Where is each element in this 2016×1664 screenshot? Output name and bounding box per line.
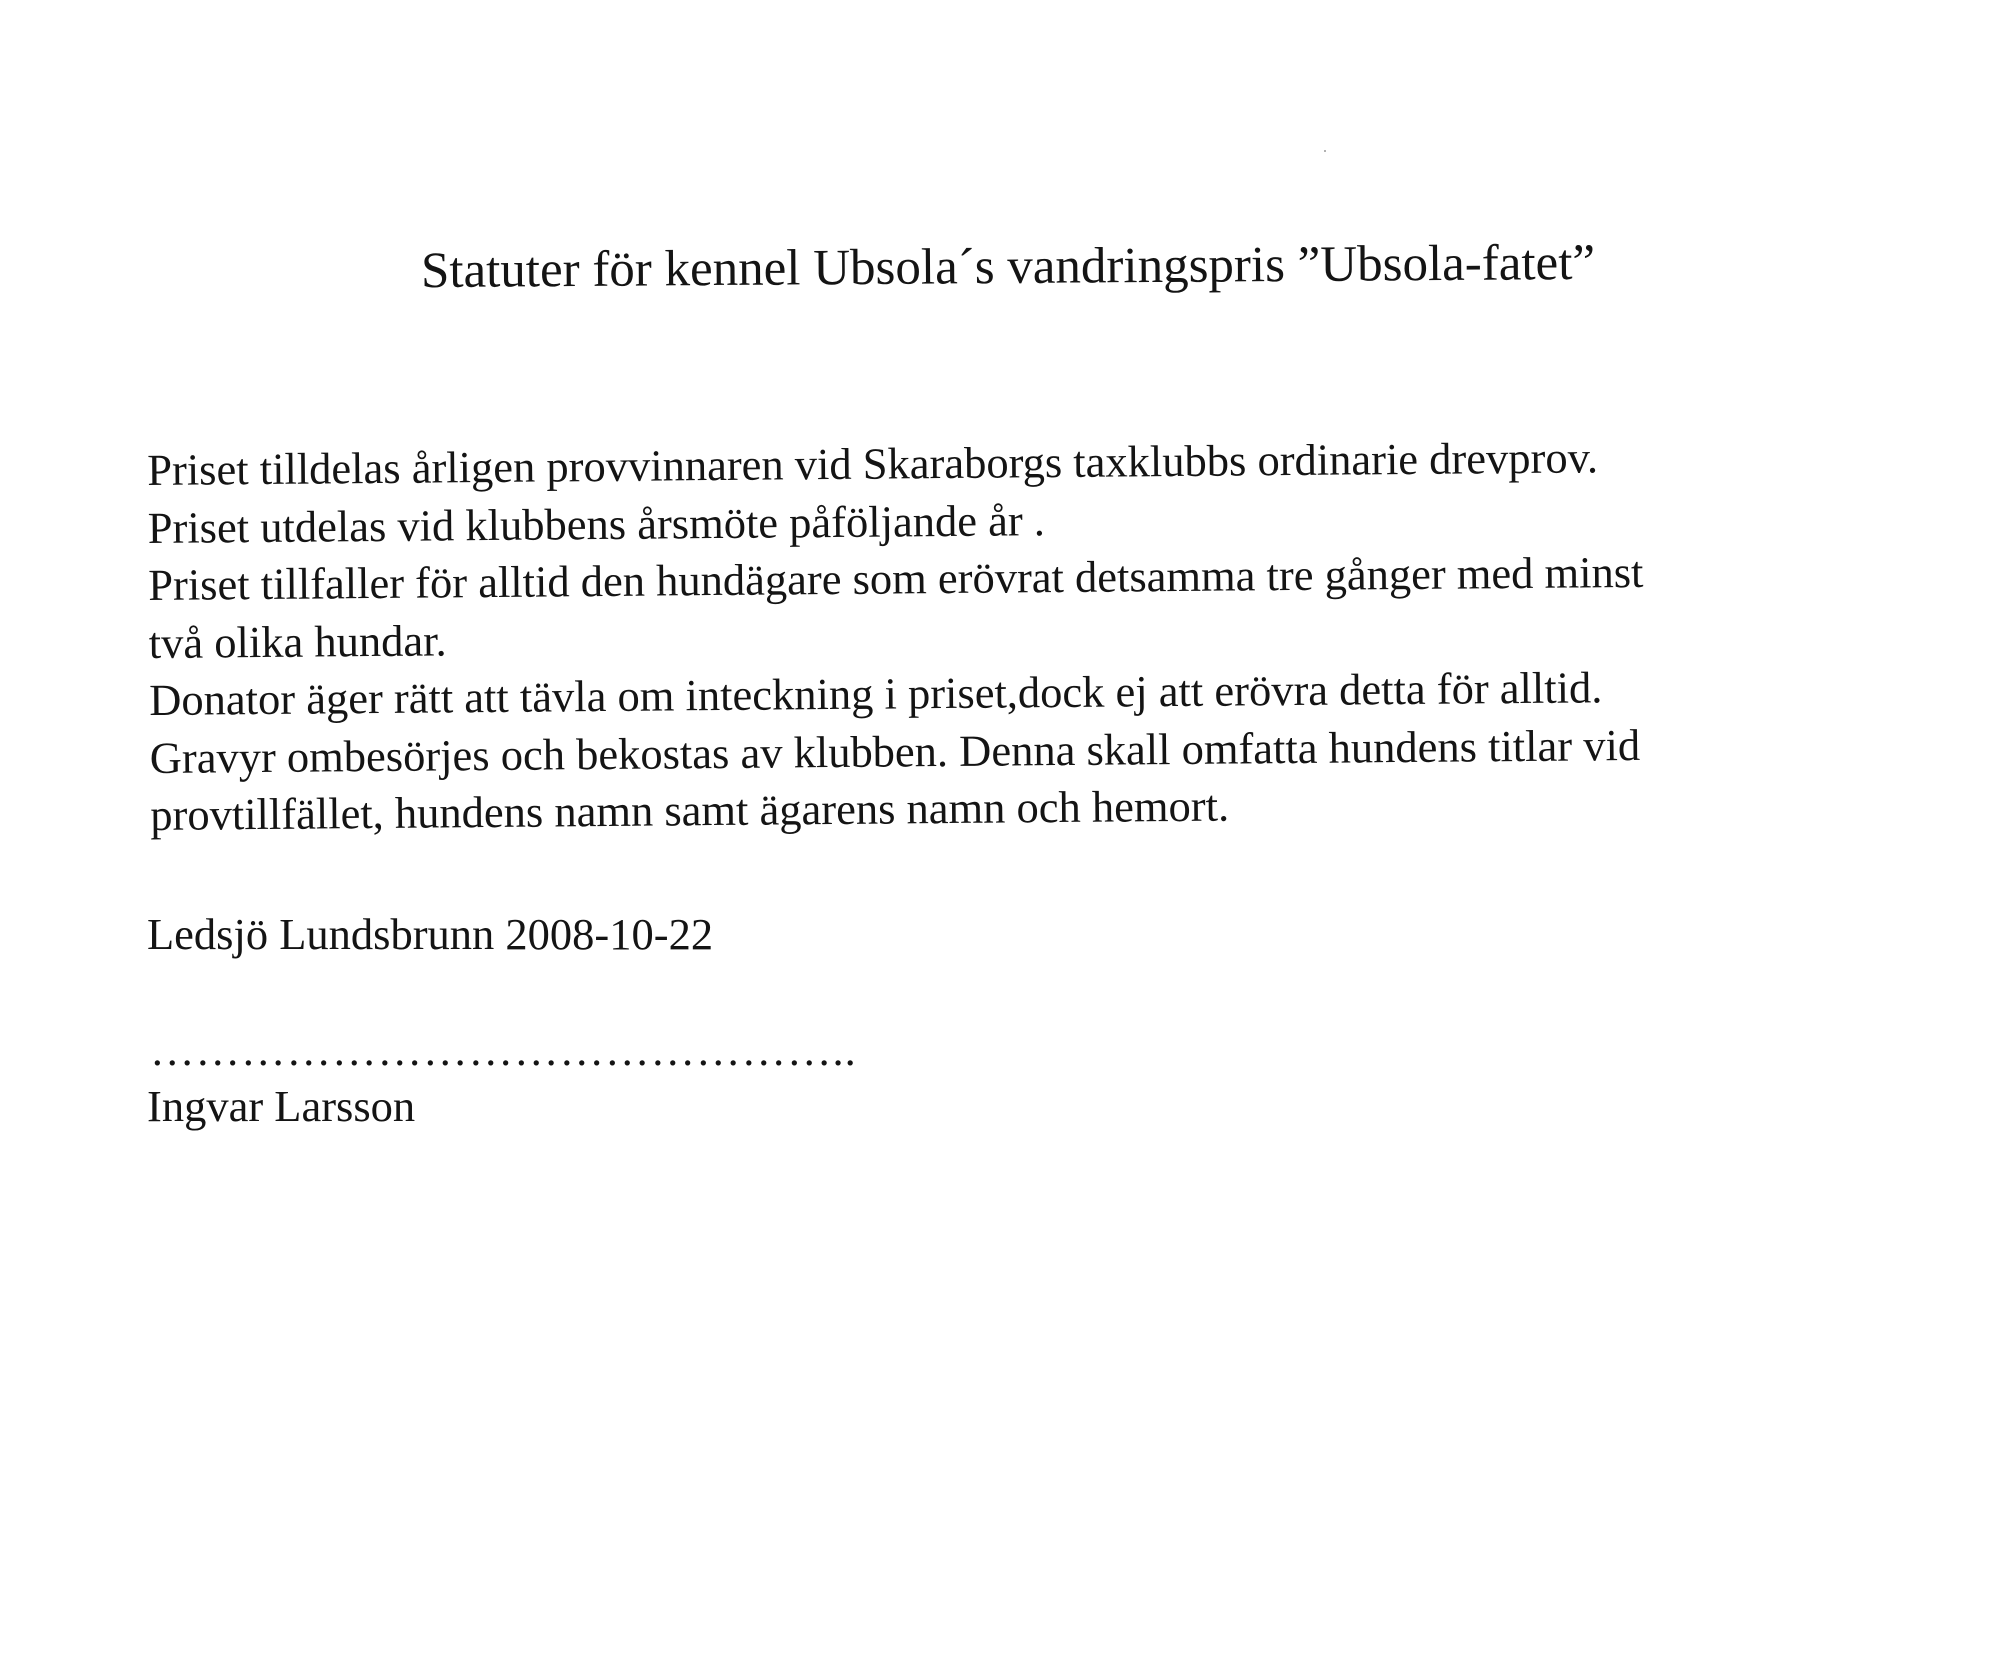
body-line: Donator äger rätt att tävla om inteckning i priset,dock ej att erövra detta för alltid.: [149, 662, 1603, 725]
body-line: provtillfället, hundens namn samt ägarens namn och hemort.: [150, 780, 1230, 840]
statutes-body: [147, 426, 1950, 844]
body-line: Gravyr ombesörjes och bekostas av klubben. Denna skall omfatta hundens titlar vid: [149, 719, 1641, 783]
signature-line: ………………………………………..: [150, 1025, 857, 1075]
document-title: Statuter för kennel Ubsola´s vandringspris ”Ubsola-fatet”: [420, 234, 1596, 300]
body-line: Priset utdelas vid klubbens årsmöte påföljande år .: [147, 494, 1046, 553]
scan-speck: [1324, 150, 1326, 152]
body-line: Priset tillfaller för alltid den hundägare som erövrat detsamma tre gånger med minst: [148, 546, 1644, 610]
body-line: Priset tilldelas årligen provvinnaren vid Skaraborgs taxklubbs ordinarie drevprov.: [147, 432, 1599, 495]
place-and-date: Ledsjö Lundsbrunn 2008-10-22: [147, 909, 714, 959]
body-line: två olika hundar.: [148, 614, 447, 668]
signer-name: Ingvar Larsson: [147, 1081, 416, 1131]
